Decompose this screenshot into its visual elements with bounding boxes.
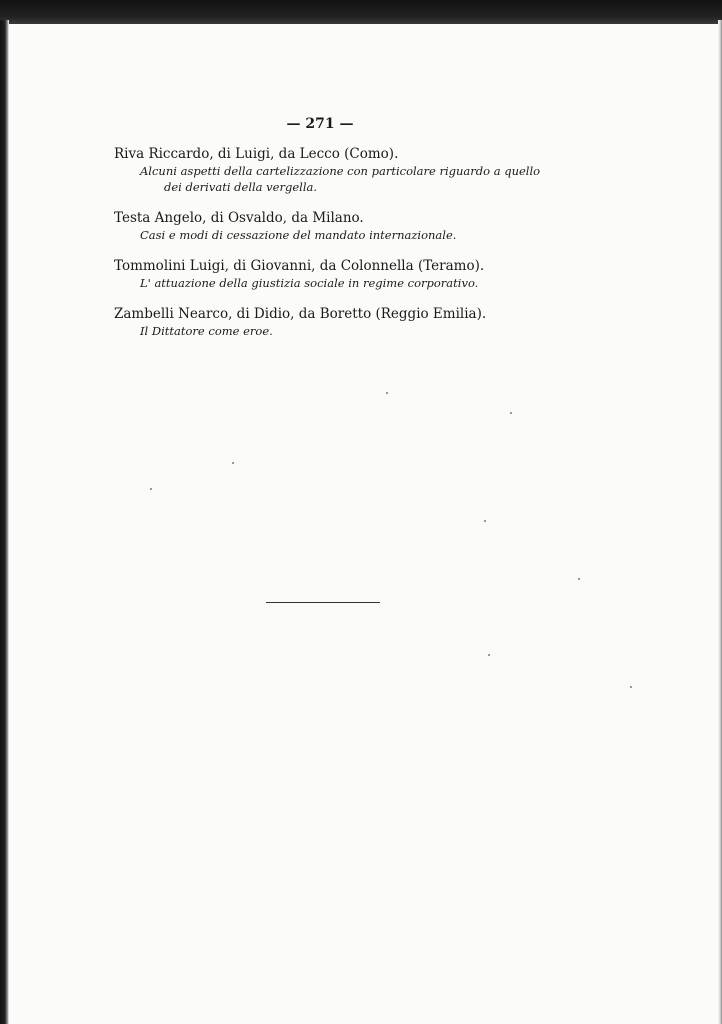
list-item	[114, 146, 554, 195]
entry-name: Riva Riccardo, di Luigi, da Lecco (Como).	[114, 146, 399, 162]
scan-speck	[578, 578, 580, 580]
entry-title-line: Casi e modi di cessazione del mandato internazionale.	[140, 228, 457, 242]
page-number: — 271 —	[286, 116, 354, 132]
entry-name: Zambelli Nearco, di Didio, da Boretto (Reggio Emilia).	[114, 306, 487, 322]
entry-name: Testa Angelo, di Osvaldo, da Milano.	[114, 210, 364, 226]
scan-speck	[386, 392, 388, 394]
scan-speck	[630, 686, 632, 688]
scan-speck	[488, 654, 490, 656]
list-item	[114, 210, 554, 243]
entry-title	[114, 323, 554, 339]
scan-speck	[232, 462, 234, 464]
entry-title	[114, 163, 554, 195]
scan-speck	[510, 412, 512, 414]
scan-speck	[484, 520, 486, 522]
entry-title	[114, 275, 554, 291]
scan-right-border	[718, 20, 722, 1024]
entry-name: Tommolini Luigi, di Giovanni, da Colonnella (Teramo).	[114, 258, 485, 274]
end-rule	[266, 602, 380, 603]
entry-title	[114, 227, 554, 243]
scan-left-border	[0, 20, 9, 1024]
scan-top-border	[0, 0, 722, 24]
entry-title-line: Il Dittatore come eroe.	[140, 324, 273, 338]
entry-title-line: L' attuazione della giustizia sociale in regime corporativo.	[140, 276, 479, 290]
list-item	[114, 258, 554, 291]
scan-speck	[150, 488, 152, 490]
entry-title-line: Alcuni aspetti della cartelizzazione con particolare riguardo a quello	[140, 164, 541, 178]
entry-title-line: dei derivati della vergella.	[164, 180, 318, 194]
list-item	[114, 306, 554, 339]
